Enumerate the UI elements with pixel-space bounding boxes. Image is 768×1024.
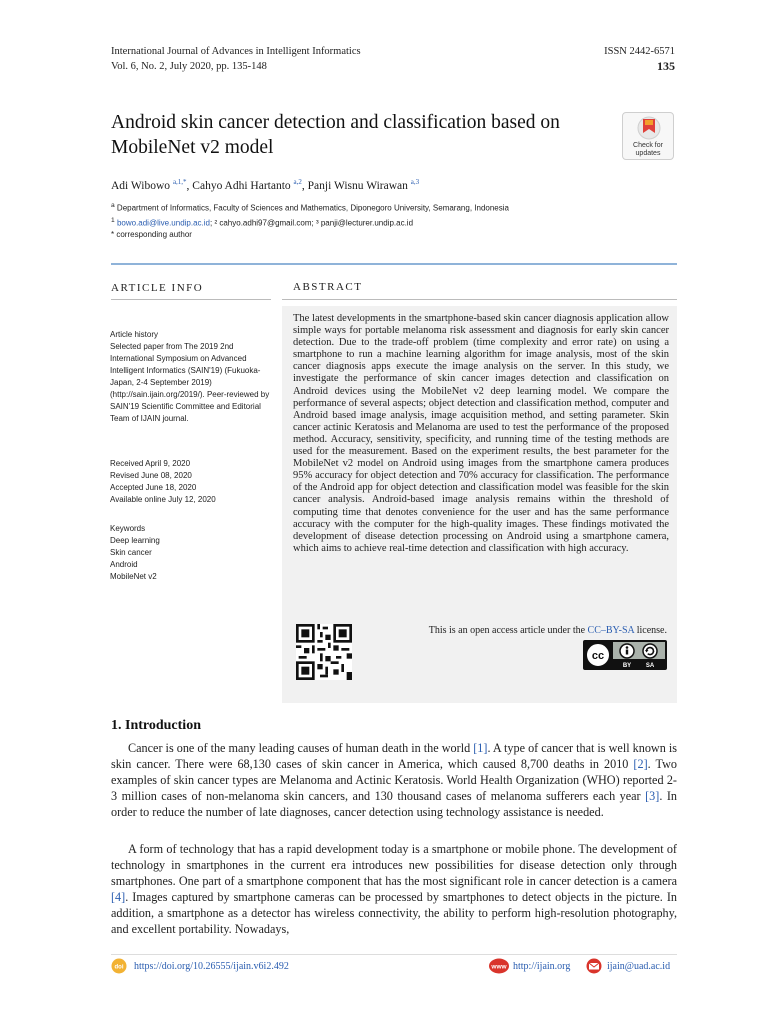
citation-link[interactable]: [1] bbox=[473, 741, 488, 755]
page-number: 135 bbox=[657, 59, 675, 73]
revised-date: Revised June 08, 2020 bbox=[110, 471, 192, 480]
author-superscript: a,1,* bbox=[172, 178, 187, 186]
email-link[interactable]: bowo.adi@live.undip.ac.id bbox=[116, 218, 211, 228]
cc-by-label: BY bbox=[622, 663, 632, 669]
article-info-label: ARTICLE INFO bbox=[111, 282, 204, 294]
www-globe-icon bbox=[488, 958, 510, 974]
mail-icon bbox=[584, 958, 604, 974]
journal-name: International Journal of Advances in Intelligent Informatics bbox=[111, 46, 361, 57]
author-name: Panji Wisnu Wirawan bbox=[307, 179, 408, 192]
keyword-item: MobileNet v2 bbox=[110, 572, 157, 581]
license-link[interactable]: CC–BY-SA bbox=[587, 625, 635, 636]
footer-divider bbox=[111, 954, 677, 955]
citation-link[interactable]: [2] bbox=[633, 757, 648, 772]
doi-link[interactable]: https://doi.org/10.26555/ijain.v6i2.492 bbox=[134, 960, 289, 972]
open-access-note: This is an open access article under the CC–BY-SA license. bbox=[428, 625, 667, 636]
citation-link[interactable]: [4] bbox=[111, 890, 126, 905]
intro-paragraph-1: Cancer is one of the many leading causes of human death in the world [1]. A type of cancer that is well known is skin cancer. There were 68,130 cases of skin cancer in America, which caused 8,700 deaths in 2010 [2]. Two examples of skin cancer types are Melanoma and Actinic Keratosis. World Health Organization (WHO) reported 2-3 million cases of non-melanoma skin cancers, and 130 thousand cases of melanoma sufferers each year [3]. In order to reduce the number of late diagnoses, cancer detection using technology assistance is needed. bbox=[111, 741, 677, 820]
citation-link[interactable]: [3] bbox=[645, 789, 660, 804]
corresponding-author: * corresponding author bbox=[111, 230, 192, 240]
department: $^a$ Department of Informatics, Faculty of Sciences and Mathematics, Diponegoro University, Semarang, Indonesia bbox=[111, 202, 509, 213]
history-text: Selected paper from The 2019 2nd International Symposium on Advanced Intelligent Informatics (SAIN'19) (Fukuoka-Japan, 2-4 September 2019) (http://sain.ijain.org/2019/). Peer-reviewed by SAIN'19 Scientific Committee and Editorial Team of IJAIN journal. bbox=[110, 342, 270, 423]
author-superscript: a,2 bbox=[293, 178, 302, 186]
doi-icon bbox=[111, 958, 131, 974]
cc-sa-label: SA bbox=[645, 663, 655, 669]
author-name: Cahyo Adhi Hartanto bbox=[192, 179, 291, 192]
intro-paragraph-2: A form of technology that has a rapid development today is a smartphone or mobile phone. The development of technology in smartphones in the current era introduces new possibilities for disease detection only through smartphones. One part of a smartphone component that has the most significant role in cancer detection is a camera [4]. Images captured by smartphone cameras can be processed by smartphones to detect objects in the picture. In addition, a smartphone as a detector has wireless connectivity, the ability to perform high-resolution photography, and excellent portability. Nowadays, bbox=[111, 842, 677, 937]
keywords-section bbox=[110, 523, 270, 583]
abstract-label: ABSTRACT bbox=[293, 281, 363, 293]
cc-by-sa-license-icon[interactable] bbox=[583, 640, 667, 670]
accepted-date: Accepted June 18, 2020 bbox=[110, 483, 197, 492]
keyword-item: Skin cancer bbox=[110, 548, 152, 557]
qr-code-icon[interactable] bbox=[296, 624, 352, 680]
online-date: Available online July 12, 2020 bbox=[110, 495, 216, 504]
doi-footer bbox=[111, 957, 289, 975]
website-link[interactable]: http://ijain.org bbox=[513, 960, 571, 972]
abstract-text: The latest developments in the smartphone-based skin cancer diagnosis application allow simple ways for portable melanoma risk assessment and diagnosis for early skin cancer detection. Due to the trade-off problem (time complexity and error rate) on using a smartphone to run a machine learning algorithm for image analysis, most of the skin cancer diagnosis apps execute the image analysis on the server. In this study, we investigate the performance of skin cancer images detection and classification on Android devices using the MobileNet v2 deep learning model. We compare the performance of several aspects; object detection and classification method, computer and Android based image analysis, image acquisition method, and setting parameter. Skin cancer actinic Keratosis and Melanoma are used to test the performance of the proposed method. Accuracy, sensitivity, specificity, and running time of the testing methods are used for the measurement. Based on the experiment results, the best parameter for the MobileNet v2 model on Android using images from the smartphone camera produces 95% accuracy for object detection and 70% accuracy for classification. The performance of the Android app for object detection and classification model was feasible for the skin cancer analysis. Android-based image analysis remains within the threshold of computing time that denotes convenience for the user and has the same performance accuracy with the computer for the high-quality images. These findings motivated the development of disease detection processing on Android using a smartphone camera, which aims to achieve real-time detection and classification with high accuracy. bbox=[293, 313, 669, 554]
keyword-item: Android bbox=[110, 560, 138, 569]
introduction-heading: 1. Introduction bbox=[111, 718, 201, 733]
author-superscript: a,3 bbox=[410, 178, 420, 186]
svg-text:www: www bbox=[491, 963, 507, 971]
keywords-heading: Keywords bbox=[110, 524, 146, 533]
web-footer bbox=[488, 957, 570, 975]
divider bbox=[111, 299, 271, 300]
history-heading: Article history bbox=[110, 330, 159, 339]
running-header bbox=[111, 44, 361, 74]
bookmark-icon bbox=[623, 113, 675, 143]
badge-label: Check for updates bbox=[633, 142, 663, 157]
check-for-updates-badge[interactable] bbox=[622, 112, 674, 160]
svg-text:doi: doi bbox=[114, 964, 124, 971]
article-history bbox=[110, 329, 270, 425]
abstract-box bbox=[282, 306, 677, 703]
volume-info: Vol. 6, No. 2, July 2020, pp. 135-148 bbox=[111, 61, 267, 72]
divider bbox=[282, 299, 677, 300]
article-dates bbox=[110, 458, 270, 506]
email-link[interactable]: ijain@uad.ac.id bbox=[607, 960, 671, 972]
issn: ISSN 2442-6571 bbox=[604, 46, 675, 57]
section-divider bbox=[111, 263, 677, 265]
author-list: Adi Wibowo $^{a,1,*}$, Cahyo Adhi Hartanto $^{a,2}$, Panji Wisnu Wirawan $^{a,3}$ bbox=[111, 178, 420, 192]
author-name: Adi Wibowo bbox=[111, 179, 171, 192]
keyword-item: Deep learning bbox=[110, 536, 160, 545]
emails: $^1$ bowo.adi@live.undip.ac.id; ² cahyo.adhi97@gmail.com; ³ panji@lecturer.undip.ac.id bbox=[111, 216, 414, 228]
mail-footer bbox=[584, 957, 670, 975]
header-right bbox=[604, 44, 675, 74]
paper-title: Android skin cancer detection and classification based on MobileNet v2 model bbox=[111, 112, 560, 158]
svg-text:cc: cc bbox=[591, 650, 605, 662]
affiliations bbox=[111, 200, 677, 241]
received-date: Received April 9, 2020 bbox=[110, 459, 191, 468]
